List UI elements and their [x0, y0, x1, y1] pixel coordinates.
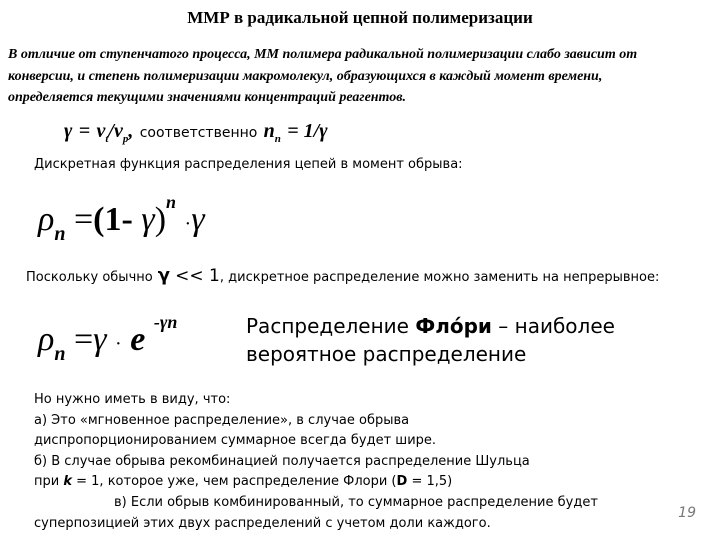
note-a-line2: диспропорционированием суммарное всегда будет шире. [34, 433, 437, 449]
note-b-D: D [396, 474, 408, 490]
flory-suffix: – наиболее [498, 314, 615, 338]
eq-slash: / [108, 120, 114, 142]
continuous-condition [26, 265, 659, 286]
f1-power: n [166, 192, 177, 212]
f1-open-paren: ( [93, 201, 105, 238]
intro-paragraph: В отличие от ступенчатого процесса, ММ полимера радикальной полимеризации слабо зависит от конверсии, и степень полимеризации макромолекул, образующихся в каждый момент времени, определяется текущими значениями концентраций реагентов. [8, 47, 638, 105]
page-number: 19 [678, 505, 696, 521]
eq-comma: , [128, 120, 134, 142]
flory-line2: вероятное распределение [246, 342, 527, 366]
discrete-distribution-formula [38, 192, 205, 246]
note-a-line1: а) Это «мгновенное распределение», в случае обрыва [34, 412, 410, 428]
note-c-line1: в) Если обрыв комбинированный, то суммарное распределение будет [114, 494, 598, 510]
f2-rho: ρ [38, 321, 55, 358]
degree-of-polymerization-equation [64, 118, 328, 145]
condition-gamma: γ [157, 265, 171, 286]
eq-rhs: = 1/γ [287, 120, 328, 142]
eq-nu-p: ν [113, 120, 123, 142]
f2-e: e [130, 321, 146, 358]
f2-rho-sub: n [54, 343, 66, 365]
note-b-end: = 1,5) [411, 474, 453, 490]
eq-nu-t-sub: t [105, 133, 109, 145]
eq-n-sub: n [274, 133, 281, 145]
f1-rho: ρ [38, 201, 55, 238]
condition-suffix: , дискретное распределение можно заменить на непрерывное: [219, 270, 660, 285]
eq-connector: соответственно [139, 125, 258, 141]
condition-ll: << 1 [175, 266, 220, 286]
note-b-prefix: при [34, 474, 60, 490]
eq-n: n [263, 120, 275, 142]
f2-exp-minus: - [153, 312, 160, 332]
notes-intro: Но нужно иметь в виду, что: [34, 392, 231, 407]
flory-caption [246, 312, 615, 368]
note-b-line2 [34, 472, 598, 493]
flory-prefix: Распределение [246, 314, 409, 338]
note-b-mid: = 1, которое уже, чем распределение Флори ( [76, 474, 397, 490]
f2-dot: · [115, 333, 122, 355]
eq-equals: = [78, 120, 91, 142]
continuous-distribution-formula [38, 312, 177, 366]
f1-equals: = [73, 201, 94, 238]
discrete-function-label: Дискретная функция распределения цепей в момент обрыва: [34, 157, 463, 172]
condition-prefix: Поскольку обычно [26, 270, 153, 285]
slide-title: ММР в радикальной цепной полимеризации [187, 8, 533, 27]
f2-exp-n: n [167, 312, 178, 332]
notes-block [34, 390, 598, 534]
f2-equals: = [73, 321, 94, 358]
f1-dot: · [184, 213, 192, 235]
f1-one: 1 [104, 201, 122, 238]
eq-nu-t: ν [96, 120, 106, 142]
note-c-line2: суперпозицией этих двух распределений с учетом доли каждого. [34, 515, 491, 531]
f1-gamma: γ [141, 201, 155, 238]
f2-gamma: γ [93, 321, 107, 358]
f1-close-paren: ) [154, 201, 167, 238]
f2-exp-gamma: γ [159, 312, 168, 332]
note-b-k: k [63, 474, 72, 490]
f1-rho-sub: n [54, 223, 66, 245]
note-b-line1: б) В случае обрыва рекомбинацией получается распределение Шульца [34, 453, 530, 469]
f1-gamma2: γ [191, 201, 205, 238]
eq-nu-p-sub: p [122, 133, 129, 145]
eq-gamma: γ [64, 120, 73, 142]
flory-name: Фло́ри [415, 314, 492, 338]
f1-minus: - [121, 201, 133, 238]
